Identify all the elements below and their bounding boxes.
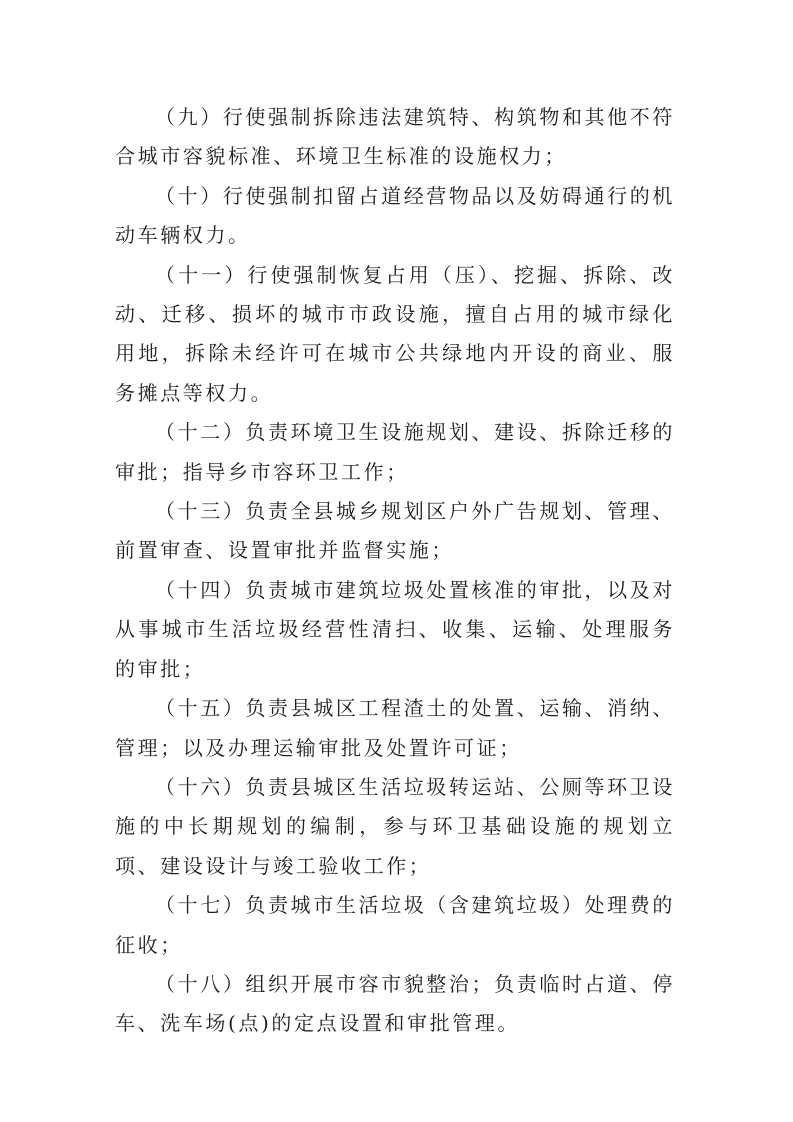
paragraph-10: （十）行使强制扣留占道经营物品以及妨碍通行的机动车辆权力。	[115, 183, 675, 248]
paragraph-11: （十一）行使强制恢复占用（压）、挖掘、拆除、改动、迁移、损坏的城市市政设施，擅自占用的城市绿化用地，拆除未经许可在城市公共绿地内开设的商业、服务摊点等权力。	[115, 262, 675, 405]
paragraph-18: （十八）组织开展市容市貌整治；负责临时占道、停车、洗车场(点)的定点设置和审批管理。	[115, 971, 675, 1036]
paragraph-14: （十四）负责城市建筑垃圾处置核准的审批，以及对从事城市生活垃圾经营性清扫、收集、运输、处理服务的审批；	[115, 577, 675, 681]
paragraph-12: （十二）负责环境卫生设施规划、建设、拆除迁移的审批；指导乡市容环卫工作；	[115, 420, 675, 484]
document-body	[115, 98, 675, 1044]
paragraph-16: （十六）负责县城区生活垃圾转运站、公厕等环卫设施的中长期规划的编制，参与环卫基础设施的规划立项、建设设计与竣工验收工作；	[115, 774, 675, 878]
paragraph-17: （十七）负责城市生活垃圾（含建筑垃圾）处理费的征收；	[115, 893, 675, 957]
paragraph-15: （十五）负责县城区工程渣土的处置、运输、消纳、管理；以及办理运输审批及处置许可证；	[115, 696, 675, 760]
paragraph-9: （九）行使强制拆除违法建筑特、构筑物和其他不符合城市容貌标准、环境卫生标准的设施权力；	[115, 105, 675, 169]
paragraph-13: （十三）负责全县城乡规划区户外广告规划、管理、前置审查、设置审批并监督实施；	[115, 499, 675, 563]
